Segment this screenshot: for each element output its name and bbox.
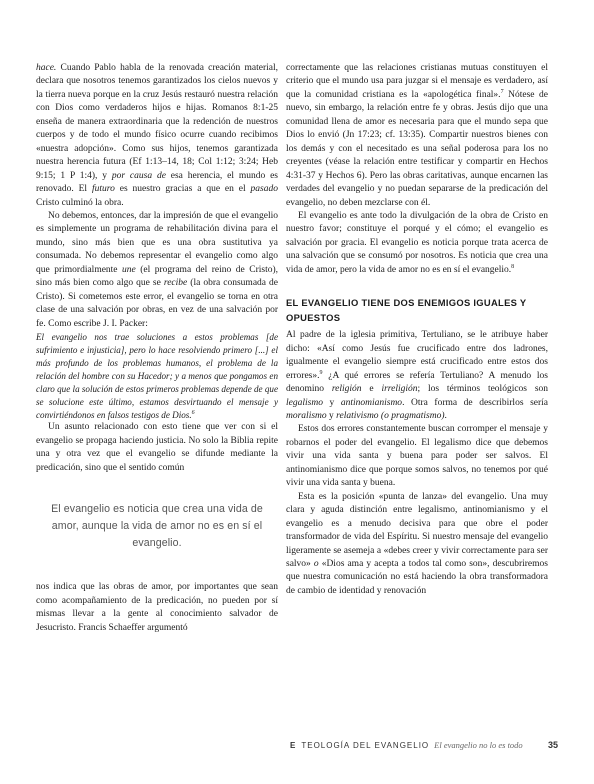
footnote-ref: 9	[319, 369, 323, 376]
section-heading: EL EVANGELIO TIENE DOS ENEMIGOS IGUALES Y OPUESTOS	[286, 297, 527, 324]
body-paragraph: Esta es la posición «punta de lanza» del evangelio. Una muy clara y aguda distinción entre legalismo, antinomianismo y el evangelio es a menudo decisiva para que obre el poder transformador de vida del Espíritu. Si nuestro mensaje del evangelio ligeramente se asemeja a «debes creer y vivir correctamente para ser salvo» o «Dios ama y acepta a todos tal como son», descubriremos que nuestra comunicación no está haciendo la obra transformadora de cambio de identidad y renovación	[286, 491, 548, 596]
block-quote: El evangelio nos trae soluciones a estos problemas [de sufrimiento e injusticia], pero lo hace resolviendo primero [...] el más profundo de los problemas humanos, el problema de la relación del hombre con su Hacedor; y a menos que pongamos en claro que la solución de estos primeros problemas depende de que se solucione este último, estamos desvirtuando el mensaje y convirtiéndonos en falsos testigos de Dios.$^6$	[36, 332, 278, 420]
footnote-ref: 8	[511, 263, 515, 270]
body-paragraph: El evangelio es ante todo la divulgación de la obra de Cristo en nuestro favor; constituye el porqué y el cómo; el evangelio es salvación por gracia. El evangelio es noticia porque trata acerca de una salvación que se consumó por nosotros. Es noticia que crea una vida de amor, pero la vida de amor no es en sí el evangelio.$^8$	[286, 210, 548, 275]
left-column	[36, 62, 278, 635]
section-mark: E	[290, 740, 296, 750]
body-paragraph: Al padre de la iglesia primitiva, Tertuliano, se le atribuye haber dicho: «Así como Jesús fue crucificado entre dos ladrones, igualmente el evangelio siempre está crucificado entre estos dos errores».$^9$ ¿A qué errores se refería Tertuliano? A menudo los denomino religión e irreligión; los términos teológicos son legalismo y antinomianismo. Otra forma de describirlos sería moralismo y relativismo (o pragmatismo).	[286, 330, 549, 421]
chapter-title: El evangelio no lo es todo	[434, 740, 523, 750]
right-column	[286, 62, 548, 598]
body-paragraph: correctamente que las relaciones cristianas mutuas constituyen el criterio que el mundo usa para juzgar si el mensaje es verdadero, así que la comunidad cristiana es la «apologética final».$^7$ Nótese de nuevo, sin embargo, la relación entre fe y obras. Jesús dijo que una comunidad llena de amor es necesaria para que el mundo sepa que Dios lo envió (Jn 17:23; cf. 13:35). Compartir nuestros bienes con los demás y con el necesitado es una señal poderosa para los no creyentes (véase la relación entre testificar y compartir en Hechos 4:31-37 y Hechos 6). Pero las obras caritativas, aunque encarnen las verdades del evangelio y no puedan separarse de la predicación del evangelio, no deben mezclarse con él.	[286, 63, 548, 208]
emphasis: hace.	[36, 63, 57, 73]
page-footer	[290, 738, 558, 752]
body-paragraph: nos indica que las obras de amor, por importantes que sean como acompañamiento de la predicación, no pueden por sí mismas llevar a la gente al conocimiento salvador de Jesucristo. Francis Schaeffer argumentó	[36, 582, 278, 633]
pull-quote: El evangelio es noticia que crea una vida de amor, aunque la vida de amor no es en sí el evangelio.	[51, 503, 263, 550]
body-paragraph: Un asunto relacionado con esto tiene que ver con si el evangelio se propaga haciendo justicia. No solo la Biblia repite una y otra vez que el evangelio se difunde mediante la predicación, sino que el sentido común	[36, 422, 278, 473]
body-paragraph: hace. Cuando Pablo habla de la renovada creación material, declara que nosotros tenemos garantizados los cielos nuevos y la tierra nueva porque en la cruz Jesús restauró nuestra relación con Dios como verdaderos hijos e hijas. Romanos 8:1-25 enseña de manera extraordinaria que la redención de nuestros cuerpos y de todo el mundo físico ocurre cuando recibimos «nuestra adopción». Como sus hijos, tenemos garantizada nuestra herencia futura (Ef 1:13–14, 18; Col 1:12; 3:24; Heb 9:15; 1 P 1:4), y por causa de esa herencia, el mundo es renovado. El futuro es nuestro gracias a que en el pasado Cristo culminó la obra.	[36, 63, 278, 208]
book-title: TEOLOGÍA DEL EVANGELIO	[301, 740, 430, 750]
body-paragraph: No debemos, entonces, dar la impresión de que el evangelio es simplemente un programa de rehabilitación divina para el mundo, sino más bien que es una obra sustitutiva ya consumada. No debemos representar el evangelio como algo que primordialmente une (el programa del reino de Cristo), sino más bien como algo que se recibe (la obra consumada de Cristo). Si cometemos este error, el evangelio se torna en otra clase de una salvación por obras, en vez de una salvación por fe. Como escribe J. I. Packer:	[36, 210, 279, 329]
page-number: 35	[547, 740, 558, 750]
footnote-ref: 7	[500, 88, 504, 95]
body-paragraph: Estos dos errores constantemente buscan corromper el mensaje y robarnos el poder del evangelio. El legalismo dice que debemos vivir una vida santa y buena para poder ser salvos. El antinomianismo dice que porque somos salvos, no tenemos por qué vivir una vida santa y buena.	[286, 424, 548, 489]
footnote-ref: 6	[191, 409, 195, 416]
